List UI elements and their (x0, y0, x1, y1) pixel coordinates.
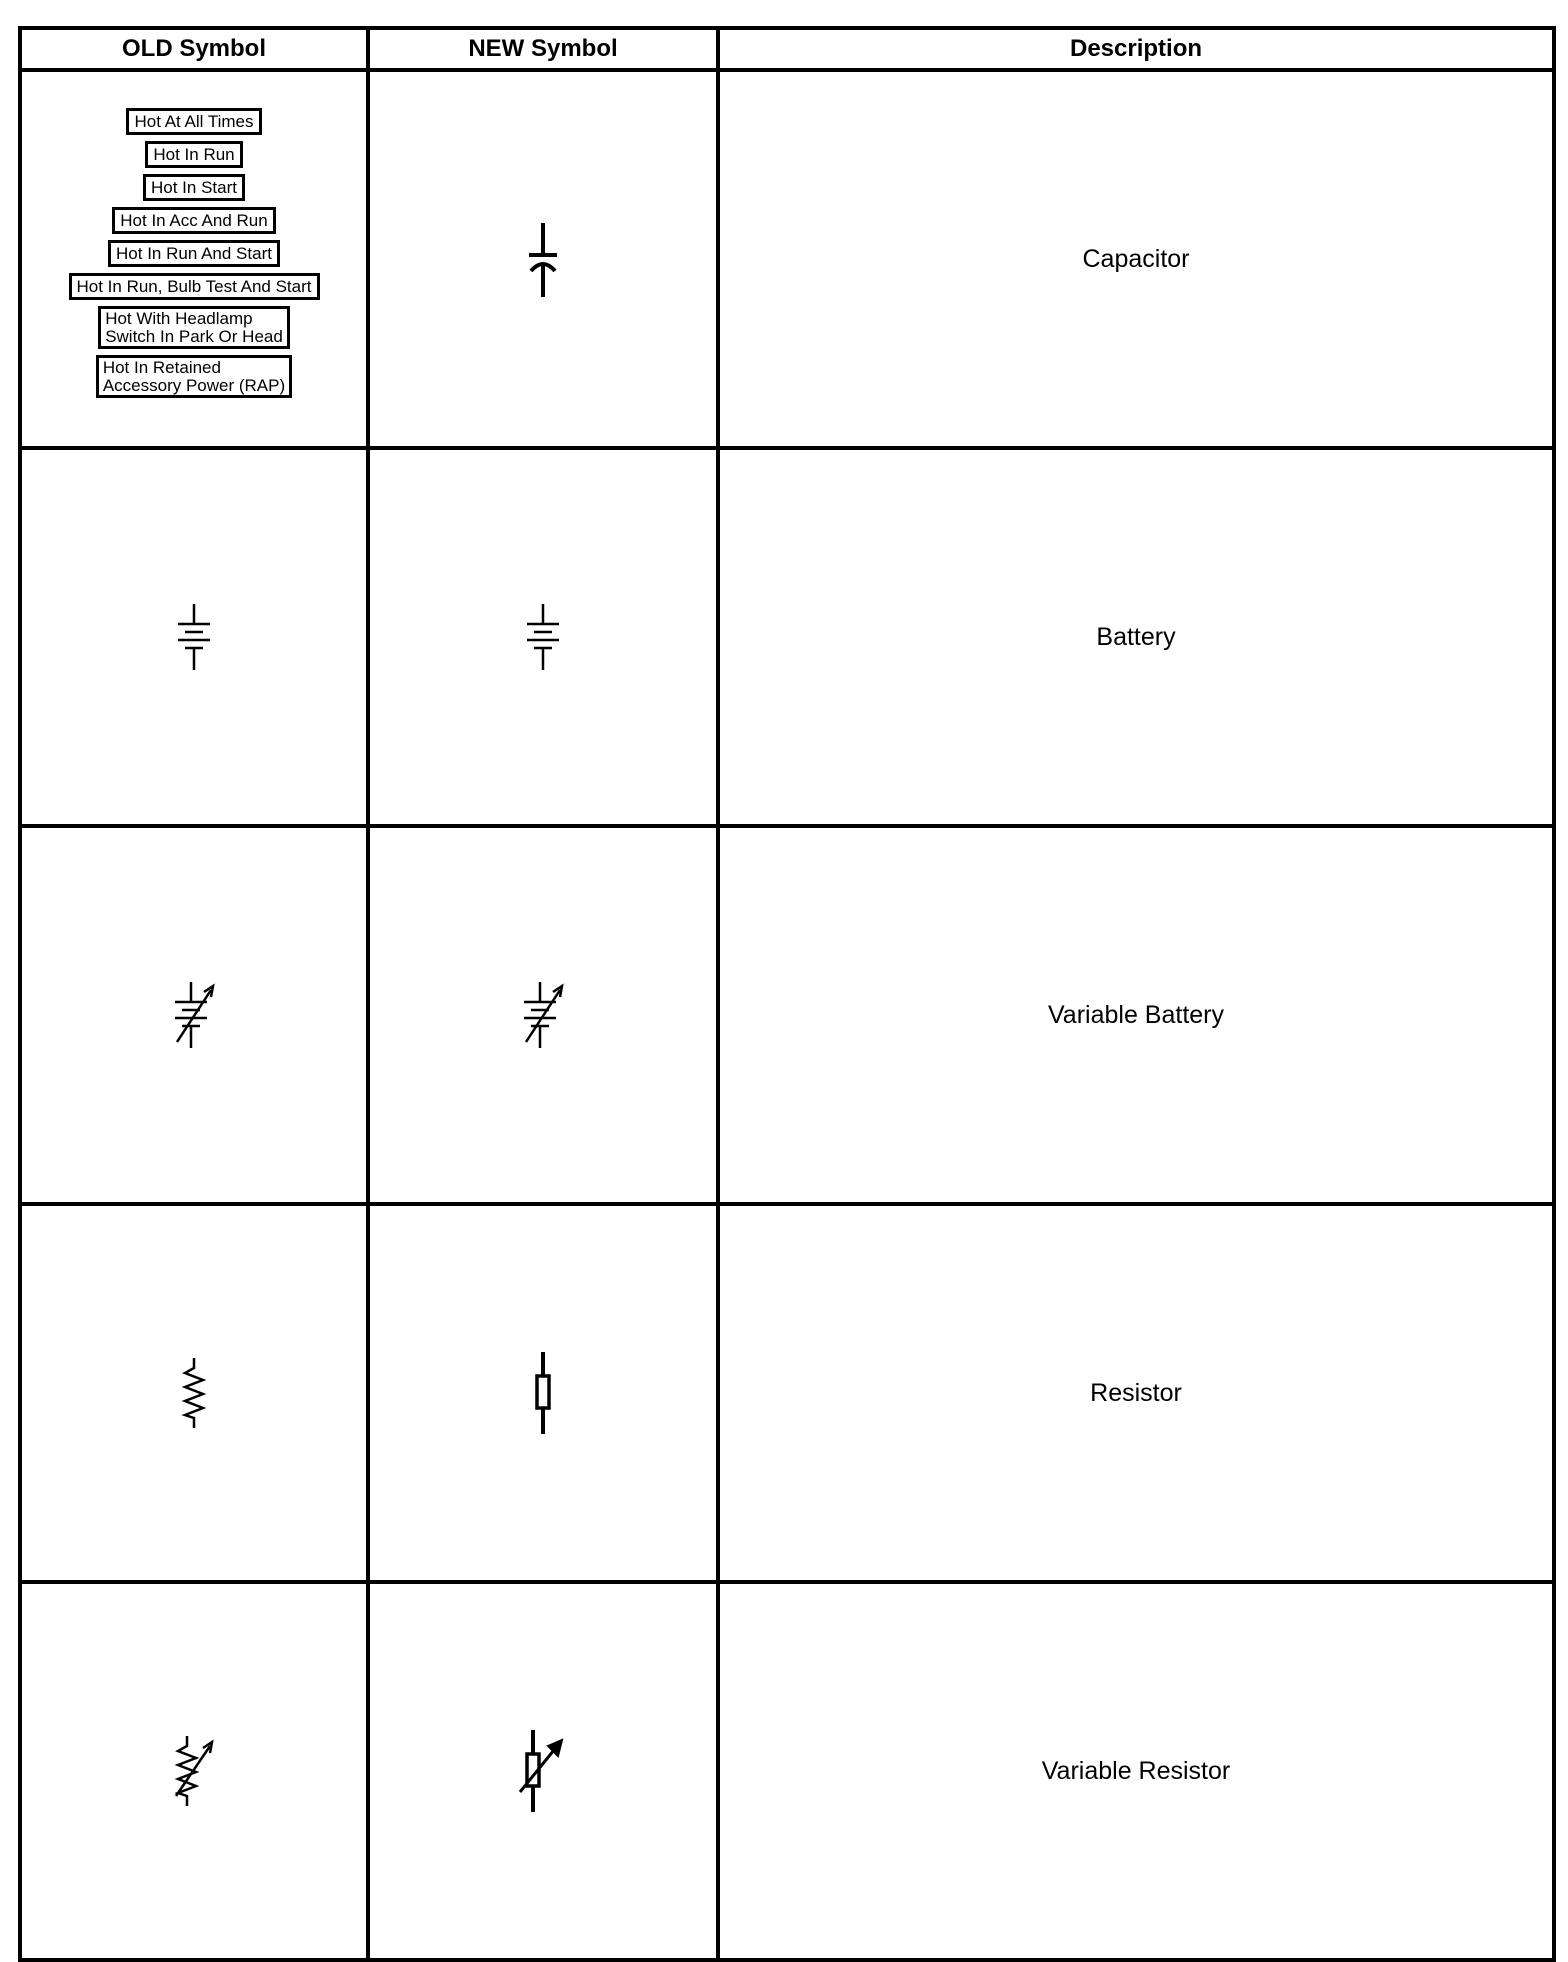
battery-icon (174, 602, 214, 672)
legend-label-text: Accessory Power (RAP) (102, 376, 286, 395)
zigzag-variable-resistor-icon (172, 1734, 216, 1808)
column-header-old-symbol: OLD Symbol (20, 28, 368, 70)
legend-label-text: Hot In Run And Start (116, 244, 272, 263)
legend-label-text: Hot In Acc And Run (120, 211, 268, 230)
legend-label (98, 306, 290, 349)
variable-battery-icon (520, 980, 566, 1050)
legend-label-text: Switch In Park Or Head (105, 327, 283, 346)
old-symbol-cell (20, 1582, 368, 1960)
rectangular-resistor-icon (528, 1350, 558, 1436)
description-cell: Capacitor (718, 70, 1554, 448)
battery-icon (523, 602, 563, 672)
old-symbol-cell (20, 70, 368, 448)
symbol-comparison-table (18, 26, 1556, 1962)
old-symbol-cell (20, 448, 368, 826)
table-header-row (20, 28, 1554, 70)
legend-label (112, 207, 275, 234)
legend-label-text: Hot In Retained (102, 358, 221, 377)
table-row (20, 1582, 1554, 1960)
legend-label (108, 240, 280, 267)
table-row (20, 826, 1554, 1204)
column-header-new-symbol: NEW Symbol (368, 28, 718, 70)
legend-label (126, 108, 261, 135)
description-cell: Variable Resistor (718, 1582, 1554, 1960)
zigzag-resistor-icon (179, 1356, 209, 1430)
new-symbol-cell (368, 826, 718, 1204)
table-row (20, 1204, 1554, 1582)
old-symbol-cell (20, 826, 368, 1204)
new-symbol-cell (368, 70, 718, 448)
new-symbol-cell (368, 1204, 718, 1582)
legend-label-text: Hot With Headlamp (105, 309, 253, 328)
description-cell: Variable Battery (718, 826, 1554, 1204)
new-symbol-cell (368, 448, 718, 826)
legend-label-text: Hot In Start (151, 178, 237, 197)
legend-label-text: Hot At All Times (134, 112, 254, 131)
legend-label-text: Hot In Run, Bulb Test And Start (76, 277, 312, 296)
legend-label (96, 355, 292, 398)
description-cell: Resistor (718, 1204, 1554, 1582)
legend-label-text: Hot In Run (153, 145, 235, 164)
column-header-description: Description (718, 28, 1554, 70)
description-cell: Battery (718, 448, 1554, 826)
old-symbol-cell (20, 1204, 368, 1582)
legend-label (145, 141, 242, 168)
legend-label (69, 273, 320, 300)
rectangular-variable-resistor-icon (518, 1728, 568, 1814)
legend-label (143, 174, 245, 201)
capacitor-icon (523, 219, 563, 299)
power-source-legend (22, 108, 366, 398)
table-row (20, 448, 1554, 826)
variable-battery-icon (171, 980, 217, 1050)
new-symbol-cell (368, 1582, 718, 1960)
table-row (20, 70, 1554, 448)
